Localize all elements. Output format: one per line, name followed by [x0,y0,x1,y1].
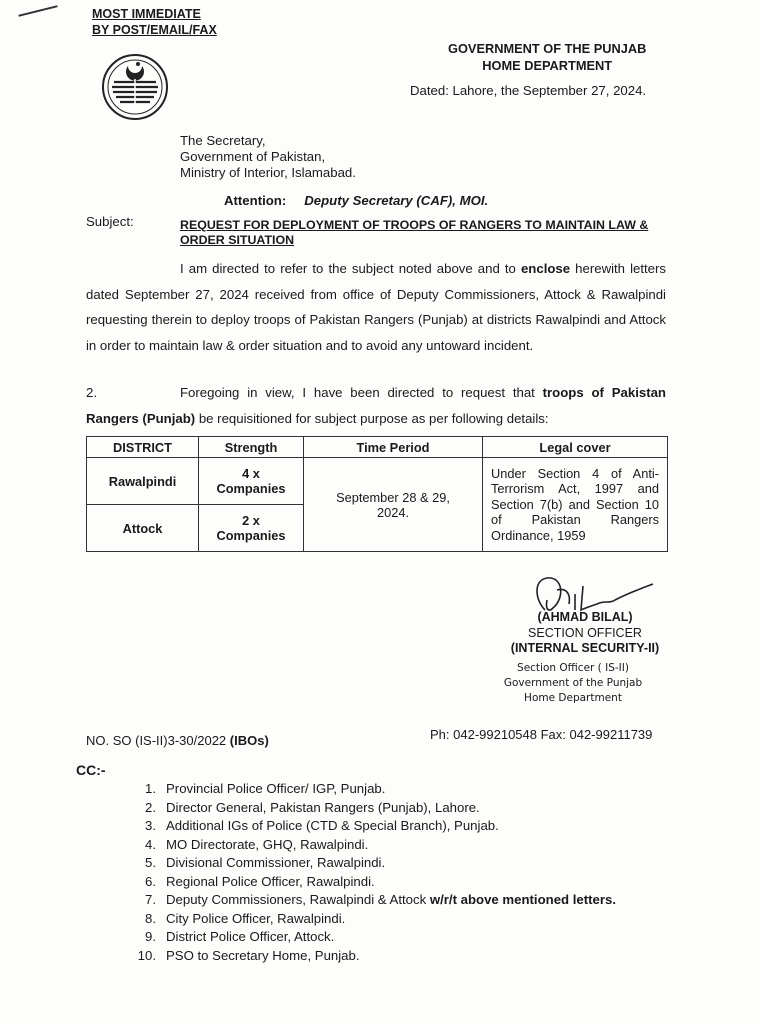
list-number: 10. [137,947,156,963]
signatory-title: SECTION OFFICER [528,625,642,640]
subject-text: REQUEST FOR DEPLOYMENT OF TROOPS OF RANGERS TO MAINTAIN LAW & ORDER SITUATION [180,218,649,247]
date-line: Dated: Lahore, the September 27, 2024. [410,83,647,98]
margin-pen-mark [18,5,57,17]
para2-bold: troops of Pakistan Rangers (Punjab) [86,385,666,426]
list-text: MO Directorate, GHQ, Rawalpindi. [166,836,369,852]
attention-line [224,193,488,208]
list-item [130,910,616,929]
period-line-1: September 28 & 29, [336,489,450,505]
period-line-2: 2024. [376,504,410,520]
paragraph-1 [86,256,666,358]
district-cell: Attock [87,505,199,552]
list-number: 2. [145,799,156,815]
signatory-unit: (INTERNAL SECURITY-II) [510,641,660,655]
letterhead [448,40,646,74]
para2-number: 2. [86,385,97,400]
list-text: Regional Police Officer, Rawalpindi. [166,873,375,889]
priority-marking [92,6,217,38]
list-text: Director General, Pakistan Rangers (Punjab), Lahore. [166,799,480,815]
addressee-line-2: Government of Pakistan, [180,149,326,164]
list-item [130,780,616,799]
list-number: 8. [145,910,156,926]
attention-value: Deputy Secretary (CAF), MOI. [304,193,489,208]
list-number: 4. [145,836,156,852]
signatory-name: (AHMAD BILAL) [537,610,633,624]
list-number: 3. [145,818,156,833]
list-text-bold: w/r/t above mentioned letters. [429,892,616,907]
table-header: Strength [199,437,304,458]
stamp-line-3: Home Department [524,692,622,704]
list-item [130,947,616,966]
district-cell: Rawalpindi [87,458,199,505]
list-item [130,817,616,836]
list-text: Additional IGs of Police (CTD & Special Branch), Punjab. [166,818,499,833]
addressee-line-3: Ministry of Interior, Islamabad. [180,165,356,180]
govt-name: GOVERNMENT OF THE PUNJAB [448,41,647,56]
legal-cover-cell: Under Section 4 of Anti-Terrorism Act, 1997 and Section 7(b) and Section 10 of Pakistan Rangers Ordinance, 1959 [483,458,668,552]
paragraph-2 [86,380,666,431]
list-item [130,854,616,873]
list-text: Deputy Commissioners, Rawalpindi & Attock [166,892,430,907]
stamp-line-1: Section Officer ( IS-II) [517,662,629,674]
table-header: Legal cover [483,437,668,458]
list-item [130,928,616,947]
reference-bold: (IBOs) [229,733,269,748]
strength-cell [199,458,304,505]
punjab-emblem-icon [100,52,170,122]
list-number: 7. [145,892,156,907]
list-number: 1. [145,781,156,796]
list-text: Provincial Police Officer/ IGP, Punjab. [166,781,386,796]
time-period-cell [304,458,483,552]
table-header: Time Period [304,437,483,458]
para2-text-b: be requisitioned for subject purpose as per following details: [195,410,549,426]
list-text: Divisional Commissioner, Rawalpindi. [166,855,386,870]
cc-list [130,780,616,965]
list-text: PSO to Secretary Home, Punjab. [166,947,360,963]
para1-bold: enclose [520,261,571,276]
list-text: District Police Officer, Attock. [166,929,335,944]
signatory-block [500,610,670,657]
stamp-line-2: Government of the Punjab [503,677,643,689]
contact-numbers: Ph: 042-99210548 Fax: 042-99211739 [430,727,653,742]
para1-text-b: herewith letters dated September 27, 2024 received from office of Deputy Commissioners, Attock & Rawalpindi requesting therein to deploy troops of Pakistan Rangers (Punjab) at districts Rawalpindi and Attock in order to maintain law & order situation and to avoid any untoward incident. [86,261,667,353]
para2-text-a: Foregoing in view, I have been directed to request that [180,385,543,400]
table-header: DISTRICT [87,437,199,458]
list-item [130,836,616,855]
para1-text-a: I am directed to refer to the subject noted above and to [180,261,521,276]
strength-unit: Companies [216,528,286,543]
list-text: City Police Officer, Rawalpindi. [166,910,346,926]
priority-line-1: MOST IMMEDIATE [92,7,201,21]
strength-count: 2 x [242,513,260,528]
list-number: 5. [145,855,156,870]
list-number: 9. [145,929,156,944]
list-item [130,891,616,910]
strength-cell [199,505,304,552]
addressee-block [180,133,356,181]
list-item [130,873,616,892]
attention-label: Attention: [224,193,287,208]
list-item [130,799,616,818]
table-row [87,458,668,505]
strength-count: 4 x [242,466,260,481]
strength-unit: Companies [216,481,286,496]
subject-label: Subject: [86,214,134,229]
table-header-row [87,437,668,458]
addressee-line-1: The Secretary, [180,133,266,148]
reference-text: NO. SO (IS-II)3-30/2022 [86,733,230,748]
reference-number [86,733,269,748]
dept-name: HOME DEPARTMENT [482,58,613,73]
list-number: 6. [145,873,156,889]
priority-line-2: BY POST/EMAIL/FAX [92,23,217,37]
deployment-table [86,436,668,552]
cc-label: CC:- [76,762,106,778]
official-stamp [498,661,648,706]
